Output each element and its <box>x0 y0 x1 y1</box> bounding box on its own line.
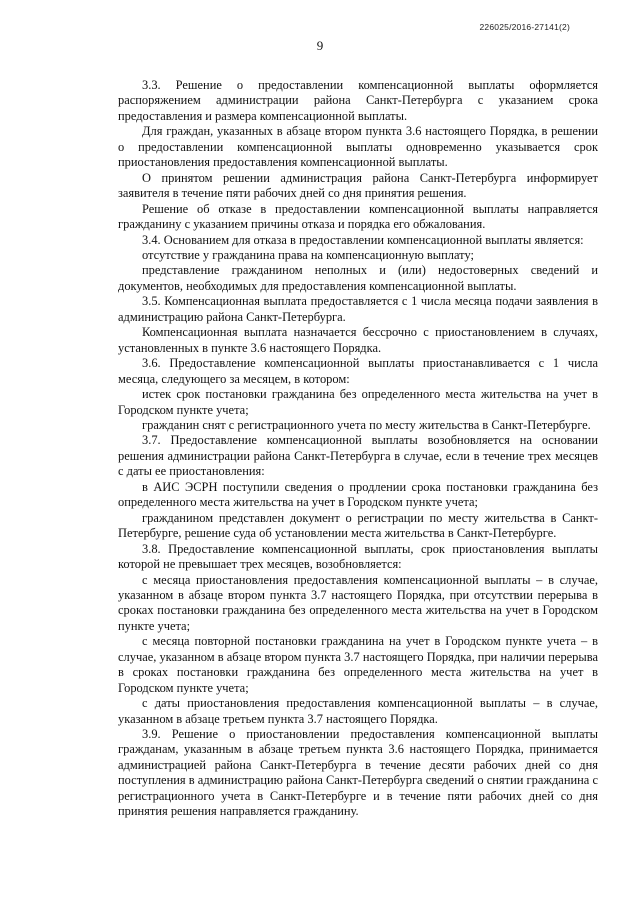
paragraph-3-8: 3.8. Предоставление компенсационной выплаты, срок приостановления выплаты которой не превышает трех месяцев, возобновляется: <box>118 541 598 572</box>
paragraph-3-7: 3.7. Предоставление компенсационной выплаты возобновляется на основании решения администрации района Санкт-Петербурга в случае, если в течение трех месяцев с даты ее приостановления: <box>118 433 598 479</box>
paragraph: с месяца приостановления предоставления компенсационной выплаты – в случае, указанном в абзаце втором пункта 3.7 настоящего Порядка, при отсутствии перерыва в сроках постановки гражданина без определенного места жительства на учет в Городском пункте учета; <box>118 572 598 633</box>
paragraph: отсутствие у гражданина права на компенсационную выплату; <box>142 247 474 262</box>
paragraph: гражданином представлен документ о регистрации по месту жительства в Санкт-Петербурге, решение суда об установлении места жительства в Санкт-Петербурге. <box>118 510 598 541</box>
paragraph: представление гражданином неполных и (или) недостоверных сведений и документов, необходимых для предоставления компенсационной выплаты. <box>118 263 598 293</box>
paragraph: Компенсационная выплата назначается бессрочно с приостановлением в случаях, установленных в пункте 3.6 настоящего Порядка. <box>118 325 598 355</box>
document-id: 226025/2016-27141(2) <box>479 22 570 32</box>
paragraph: истек срок постановки гражданина без определенного места жительства на учет в Городском пункте учета; <box>118 387 598 417</box>
document-body <box>118 78 598 820</box>
paragraph-3-5: 3.5. Компенсационная выплата предоставляется с 1 числа месяца подачи заявления в администрацию района Санкт-Петербурга. <box>118 294 598 324</box>
paragraph: гражданин снят с регистрационного учета по месту жительства в Санкт-Петербурге. <box>142 417 591 432</box>
paragraph-3-4: 3.4. Основанием для отказа в предоставлении компенсационной выплаты является: <box>142 232 584 247</box>
paragraph-3-3: 3.3. Решение о предоставлении компенсационной выплаты оформляется распоряжением администрации района Санкт-Петербурга с указанием срока предоставления и размера компенсационной выплаты. <box>118 78 598 123</box>
paragraph: с месяца повторной постановки гражданина на учет в Городском пункте учета – в случае, указанном в абзаце втором пункта 3.7 настоящего Порядка, при наличии перерыва в сроках постановки гражданина без определенного места жительства на учет в Городском пункте учета; <box>118 634 598 695</box>
paragraph: с даты приостановления предоставления компенсационной выплаты – в случае, указанном в абзаце третьем пункта 3.7 настоящего Порядка. <box>118 696 598 726</box>
paragraph-3-9: 3.9. Решение о приостановлении предоставления компенсационной выплаты гражданам, указанным в абзаце третьем пункта 3.6 настоящего Порядка, принимается администрацией района Санкт-Петербурга в течение десяти рабочих дней со дня поступления в администрацию района Санкт-Петербурга сведений о снятии гражданина с регистрационного учета в Санкт-Петербурге и в течение пяти рабочих дней со дня принятия решения направляется гражданину. <box>118 727 598 819</box>
paragraph: Для граждан, указанных в абзаце втором пункта 3.6 настоящего Порядка, в решении о предоставлении компенсационной выплаты одновременно указывается срок приостановления предоставления компенсационной выплаты. <box>118 124 598 170</box>
paragraph: Решение об отказе в предоставлении компенсационной выплаты направляется гражданину с указанием причины отказа и порядка его обжалования. <box>118 201 598 232</box>
paragraph: О принятом решении администрация района Санкт-Петербурга информирует заявителя в течение пяти рабочих дней со дня принятия решения. <box>118 170 598 201</box>
paragraph-3-6: 3.6. Предоставление компенсационной выплаты приостанавливается с 1 числа месяца, следующего за месяцем, в котором: <box>118 356 598 386</box>
page-number: 9 <box>316 38 324 53</box>
paragraph: в АИС ЭСРН поступили сведения о продлении срока постановки гражданина без определенного места жительства на учет в Городском пункте учета; <box>118 479 598 510</box>
